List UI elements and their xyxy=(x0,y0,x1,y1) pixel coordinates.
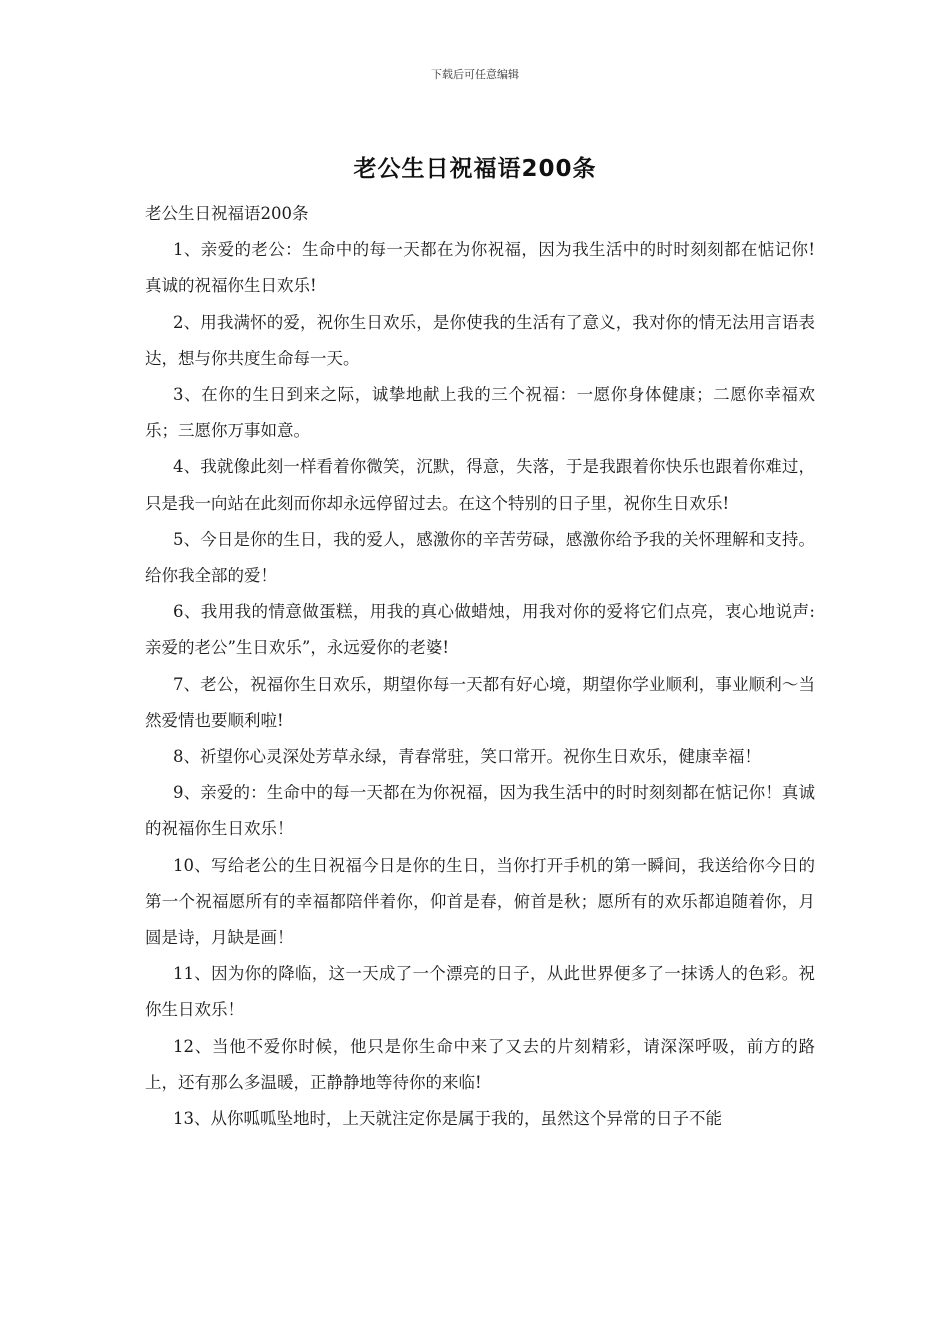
paragraph-item-1: 1、亲爱的老公：生命中的每一天都在为你祝福，因为我生活中的时时刻刻都在惦记你!真诚的祝福你生日欢乐! xyxy=(145,240,815,296)
paragraph-item-9: 9、亲爱的：生命中的每一天都在为你祝福，因为我生活中的时时刻刻都在惦记你！真诚的祝福你生日欢乐！ xyxy=(145,783,815,839)
paragraph-item-7: 7、老公，祝福你生日欢乐，期望你每一天都有好心境，期望你学业顺利，事业顺利～当然爱情也要顺利啦! xyxy=(145,674,815,730)
header-note: 下载后可任意编辑 xyxy=(431,68,519,81)
paragraph-item-12: 12、当他不爱你时候，他只是你生命中来了又去的片刻精彩，请深深呼吸，前方的路上，还有那么多温暖，正静静地等待你的来临! xyxy=(145,1036,815,1092)
document-subtitle: 老公生日祝福语200条 xyxy=(145,204,309,223)
paragraph-item-3: 3、在你的生日到来之际，诚挚地献上我的三个祝福：一愿你身体健康；二愿你幸福欢乐；三愿你万事如意。 xyxy=(145,385,815,441)
document-body xyxy=(145,196,815,1137)
paragraph-item-8: 8、祈望你心灵深处芳草永绿，青春常驻，笑口常开。祝你生日欢乐，健康幸福！ xyxy=(173,747,761,767)
paragraph-item-2: 2、用我满怀的爱，祝你生日欢乐，是你使我的生活有了意义，我对你的情无法用言语表达，想与你共度生命每一天。 xyxy=(145,312,815,368)
paragraph-item-13: 13、从你呱呱坠地时，上天就注定你是属于我的，虽然这个异常的日子不能 xyxy=(173,1109,722,1129)
paragraph-item-5: 5、今日是你的生日，我的爱人，感激你的辛苦劳碌，感激你给予我的关怀理解和支持。给你我全部的爱！ xyxy=(145,529,815,586)
paragraph-item-10: 10、写给老公的生日祝福今日是你的生日，当你打开手机的第一瞬间，我送给你今日的第一个祝福愿所有的幸福都陪伴着你，仰首是春，俯首是秋；愿所有的欢乐都追随着你，月圆是诗，月缺是画！ xyxy=(145,855,815,948)
document-title: 老公生日祝福语200条 xyxy=(353,156,597,182)
paragraph-item-4: 4、我就像此刻一样看着你微笑，沉默，得意，失落，于是我跟着你快乐也跟着你难过，只是我一向站在此刻而你却永远停留过去。在这个特别的日子里，祝你生日欢乐! xyxy=(145,457,815,513)
paragraph-item-6: 6、我用我的情意做蛋糕，用我的真心做蜡烛，用我对你的爱将它们点亮，衷心地说声:亲爱的老公”生日欢乐”，永远爱你的老婆! xyxy=(145,602,815,658)
paragraph-item-11: 11、因为你的降临，这一天成了一个漂亮的日子，从此世界便多了一抹诱人的色彩。祝你生日欢乐！ xyxy=(145,964,815,1020)
